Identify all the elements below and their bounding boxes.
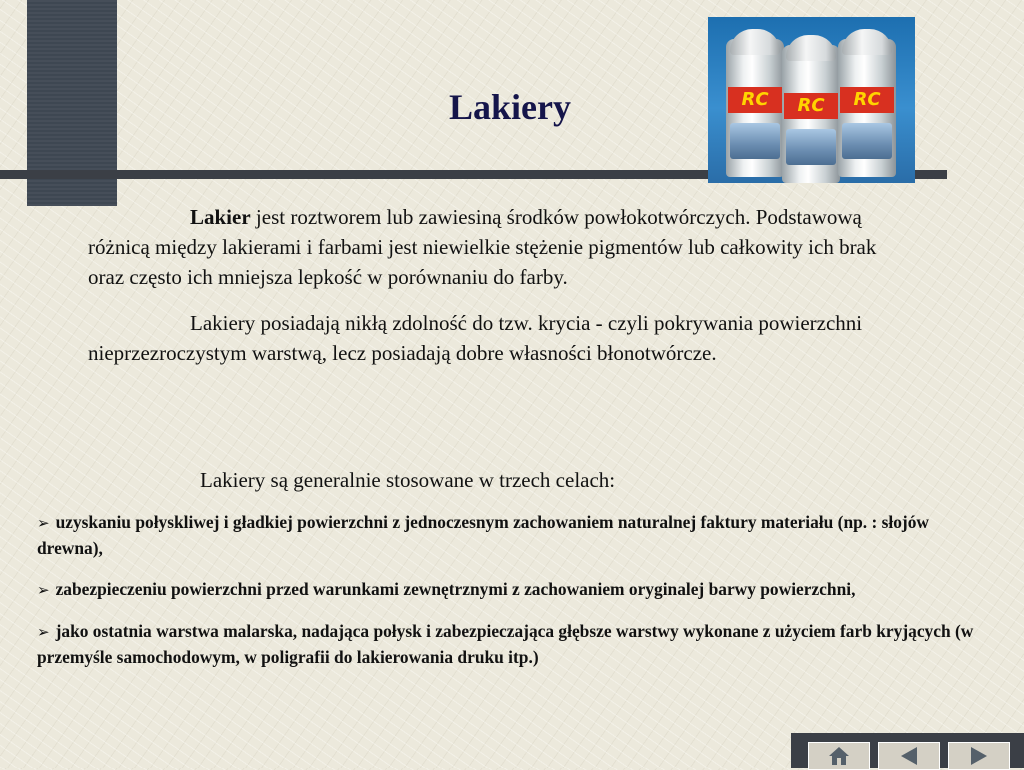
next-slide-button[interactable] (948, 742, 1010, 770)
page-title: Lakiery (449, 87, 571, 127)
hiding-power-paragraph: Lakiery posiadają nikłą zdolność do tzw. krycia - czyli pokrywania powierzchni nieprzezroczystym warstwą, lecz posiadają dobre własności błonotwórcze. (88, 311, 863, 365)
arrow-bullet-icon: ➢ (37, 514, 50, 532)
home-button[interactable] (808, 742, 870, 770)
usage-intro: Lakiery są generalnie stosowane w trzech celach: (200, 468, 616, 492)
can-label: RC (728, 87, 782, 113)
list-item: ➢ uzyskaniu połyskliwej i gładkiej powierzchni z jednoczesnym zachowaniem naturalnej faktury materiału (np. : słojów drewna), (37, 512, 929, 558)
can-label: RC (784, 93, 838, 119)
spray-can-image (782, 45, 840, 183)
intro-rest: jest roztworem lub zawiesiną środków powłokotwórczych. Podstawową różnicą między lakierami i farbami jest niewielkie stężenie pigmentów lub całkowity ich brak oraz często ich mniejsza lepkość w porównaniu do farby. (88, 205, 877, 289)
home-icon (828, 746, 850, 766)
spray-cans-photo (708, 17, 915, 183)
previous-slide-button[interactable] (878, 742, 940, 770)
can-label: RC (840, 87, 894, 113)
triangle-left-icon (898, 745, 920, 767)
spray-can-image (726, 39, 784, 177)
spray-can-image (838, 39, 896, 177)
arrow-bullet-icon: ➢ (37, 623, 50, 641)
list-item: ➢ zabezpieczeniu powierzchni przed warunkami zewnętrznymi z zachowaniem oryginalej barwy powierzchni, (37, 579, 856, 599)
list-item: ➢ jako ostatnia warstwa malarska, nadająca połysk i zabezpieczająca głębsze warstwy wykonane z użyciem farb kryjących (w przemyśle samochodowym, w poligrafii do lakierowania druku itp.) (37, 621, 974, 667)
usage-list (37, 510, 987, 686)
triangle-right-icon (968, 745, 990, 767)
body-text (88, 202, 908, 368)
arrow-bullet-icon: ➢ (37, 581, 50, 599)
intro-paragraph (88, 202, 908, 292)
intro-term: Lakier (190, 205, 251, 229)
